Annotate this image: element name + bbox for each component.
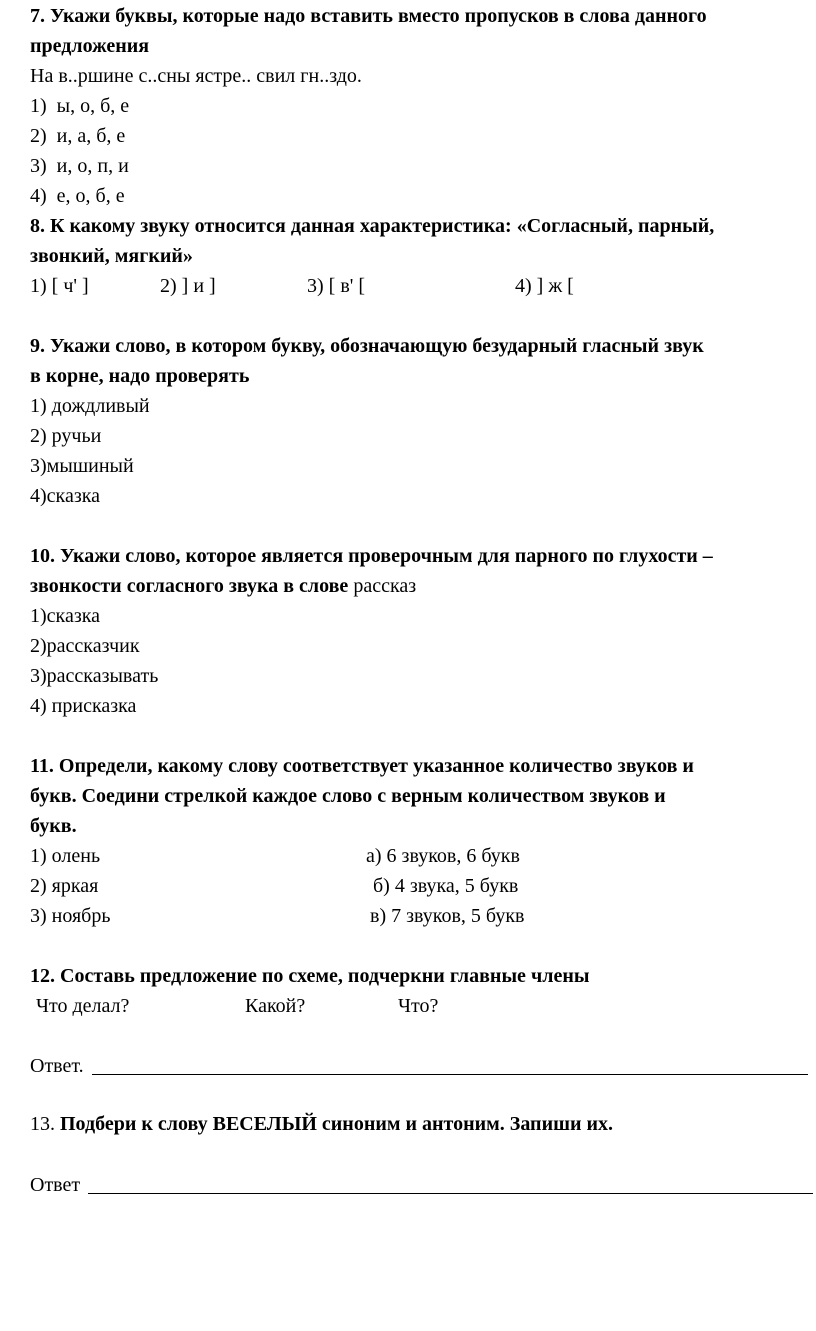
q7-sentence: На в..ршине с..сны ястре.. свил гн..здо. xyxy=(30,65,362,87)
option-number: 3) xyxy=(30,155,47,177)
option-number: 1) xyxy=(30,95,47,117)
q9-option: 1) дождливый xyxy=(30,395,150,417)
q10-title-line1: 10. Укажи слово, которое является проверочным для парного по глухости – xyxy=(30,545,713,567)
q8-option: 2) ] и ] xyxy=(160,275,216,297)
q7-option xyxy=(30,122,125,150)
q10-title-bold: звонкости согласного звука в слове xyxy=(30,575,349,597)
option-number: 2) xyxy=(30,125,47,147)
q10-option: 1)сказка xyxy=(30,605,101,627)
q10-option: 2)рассказчик xyxy=(30,635,140,657)
q9-option: 2) ручьи xyxy=(30,425,102,447)
q8-title-line2: звонкий, мягкий» xyxy=(30,245,193,267)
q11-count: в) 7 звуков, 5 букв xyxy=(370,905,525,927)
q7-option xyxy=(30,92,129,120)
q11-count: а) 6 звуков, 6 букв xyxy=(366,845,520,867)
q12-answer-label: Ответ. xyxy=(30,1055,84,1077)
q7-option xyxy=(30,182,125,210)
q7-title-line1: 7. Укажи буквы, которые надо вставить вместо пропусков в слова данного xyxy=(30,5,707,27)
q10-target-word: рассказ xyxy=(348,575,417,597)
q13-number: 13. xyxy=(30,1113,60,1135)
q8-option: 3) [ в' [ xyxy=(307,275,366,297)
q13-title-text: Подбери к слову ВЕСЕЛЫЙ синоним и антоним. Запиши их. xyxy=(60,1113,614,1135)
q12-title: 12. Составь предложение по схеме, подчеркни главные члены xyxy=(30,965,590,987)
q7-title-line2: предложения xyxy=(30,35,150,57)
q10-option: 4) присказка xyxy=(30,695,137,717)
q8-option: 4) ] ж [ xyxy=(515,275,574,297)
q13-title xyxy=(30,1110,613,1138)
q12-scheme-item: Что делал? xyxy=(36,995,130,1017)
q8-title-line1: 8. К какому звуку относится данная характеристика: «Согласный, парный, xyxy=(30,215,715,237)
q9-option: 3)мышиный xyxy=(30,455,134,477)
q12-answer-line[interactable] xyxy=(92,1074,808,1075)
q12-scheme-item: Что? xyxy=(398,995,439,1017)
q13-answer-label: Ответ xyxy=(30,1174,81,1196)
q7-option xyxy=(30,152,129,180)
q13-answer-line[interactable] xyxy=(88,1193,813,1194)
q10-option: 3)рассказывать xyxy=(30,665,159,687)
q9-title-line1: 9. Укажи слово, в котором букву, обозначающую безударный гласный звук xyxy=(30,335,704,357)
q11-title-line2: букв. Соедини стрелкой каждое слово с верным количеством звуков и xyxy=(30,785,666,807)
q8-option: 1) [ ч' ] xyxy=(30,275,89,297)
option-text: ы, о, б, е xyxy=(56,95,130,117)
option-text: и, а, б, е xyxy=(56,125,126,147)
q11-title-line1: 11. Определи, какому слову соответствует указанное количество звуков и xyxy=(30,755,694,777)
q11-count: б) 4 звука, 5 букв xyxy=(373,875,519,897)
q11-title-line3: букв. xyxy=(30,815,77,837)
option-text: е, о, б, е xyxy=(56,185,125,207)
q9-title-line2: в корне, надо проверять xyxy=(30,365,250,387)
q11-word: 1) олень xyxy=(30,845,101,867)
q9-option: 4)сказка xyxy=(30,485,101,507)
q11-word: 2) яркая xyxy=(30,875,99,897)
option-number: 4) xyxy=(30,185,47,207)
q12-scheme-item: Какой? xyxy=(245,995,306,1017)
q10-title-line2 xyxy=(30,572,416,600)
q11-word: 3) ноябрь xyxy=(30,905,111,927)
option-text: и, о, п, и xyxy=(56,155,129,177)
